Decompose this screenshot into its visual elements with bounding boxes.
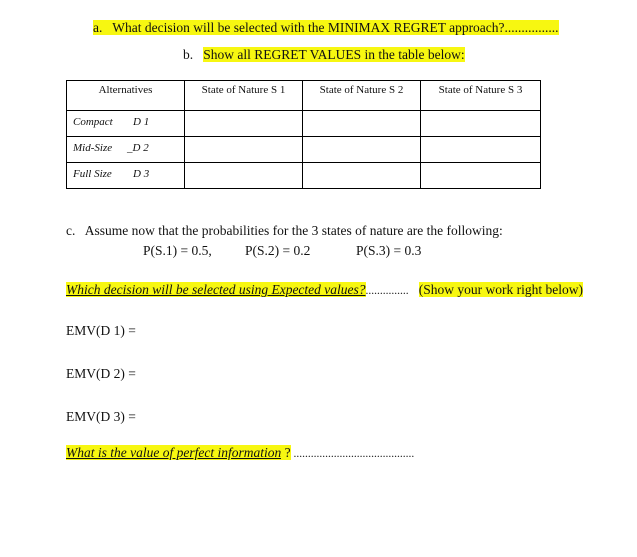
regret-cell-d2-s1[interactable]	[185, 137, 303, 163]
header-alternatives: Alternatives	[67, 81, 185, 111]
question-a-highlight	[93, 20, 559, 35]
table-row	[67, 111, 541, 137]
alternative-decision: _D 2	[127, 142, 149, 154]
regret-table	[66, 80, 541, 189]
perfect-information-question	[66, 445, 414, 461]
regret-cell-d2-s3[interactable]	[421, 137, 541, 163]
table-row	[67, 163, 541, 189]
regret-cell-d3-s2[interactable]	[303, 163, 421, 189]
question-c-text: Assume now that the probabilities for the 3 states of nature are the following:	[84, 223, 503, 238]
alternative-cell	[67, 111, 185, 137]
emv-d1-label: EMV(D 1) =	[66, 323, 136, 338]
alternative-name: Full Size	[73, 168, 112, 180]
question-b-prefix: b.	[183, 47, 194, 62]
question-b	[183, 47, 465, 63]
question-a	[93, 20, 559, 36]
perfect-information-text: What is the value of perfect information	[66, 445, 282, 460]
question-a-dots: ................	[504, 20, 559, 35]
emv-d2-label: EMV(D 2) =	[66, 366, 136, 381]
regret-cell-d2-s2[interactable]	[303, 137, 421, 163]
probability-s2: P(S.2) = 0.2	[245, 243, 311, 258]
alternative-cell	[67, 137, 185, 163]
expected-value-question-text: Which decision will be selected using Expected values?	[66, 282, 366, 297]
expected-value-dots: ...............	[365, 285, 409, 297]
regret-cell-d1-s2[interactable]	[303, 111, 421, 137]
expected-value-question	[66, 282, 583, 298]
alternative-decision: D 1	[133, 116, 150, 128]
question-c	[66, 223, 503, 239]
regret-cell-d1-s3[interactable]	[421, 111, 541, 137]
perfect-information-dots: ..........................................	[290, 448, 415, 460]
probability-s1: P(S.1) = 0.5,	[143, 243, 212, 258]
header-state-s2: State of Nature S 2	[303, 81, 421, 111]
regret-cell-d3-s1[interactable]	[185, 163, 303, 189]
alternative-cell	[67, 163, 185, 189]
question-a-text: What decision will be selected with the MINIMAX REGRET approach?	[112, 20, 505, 35]
alternative-name: Compact	[73, 116, 113, 128]
expected-value-instruction: (Show your work right below)	[418, 282, 584, 297]
alternative-name: Mid-Size	[73, 142, 113, 154]
table-row	[67, 137, 541, 163]
question-c-prefix: c.	[66, 223, 76, 238]
probability-s3: P(S.3) = 0.3	[356, 243, 422, 258]
regret-cell-d3-s3[interactable]	[421, 163, 541, 189]
question-a-prefix: a.	[93, 20, 103, 35]
table-header-row	[67, 81, 541, 111]
question-b-text: Show all REGRET VALUES in the table below:	[203, 47, 465, 62]
alternative-decision: D 3	[133, 168, 150, 180]
regret-cell-d1-s1[interactable]	[185, 111, 303, 137]
header-state-s1: State of Nature S 1	[185, 81, 303, 111]
emv-d3-label: EMV(D 3) =	[66, 409, 136, 424]
perfect-information-suffix: ?	[281, 445, 291, 460]
header-state-s3: State of Nature S 3	[421, 81, 541, 111]
